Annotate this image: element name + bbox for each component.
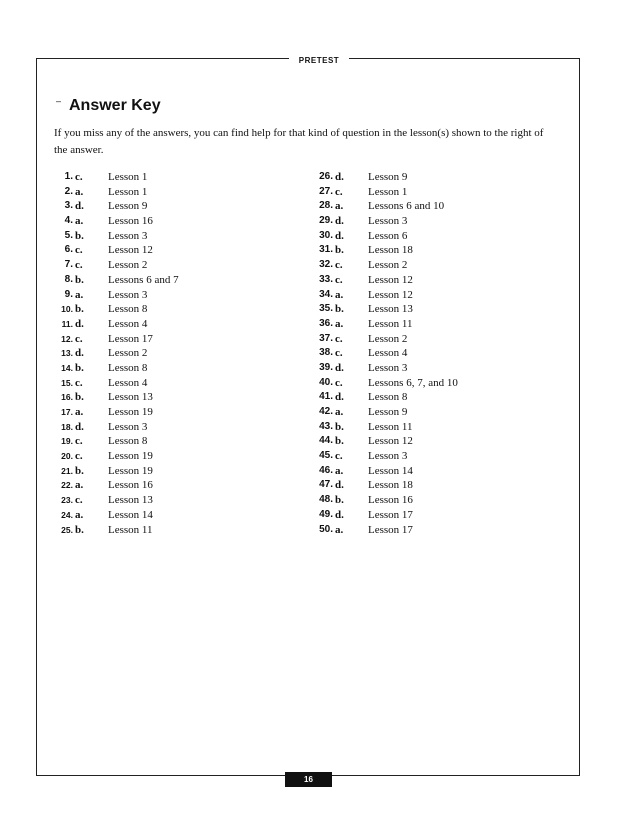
page-title: Answer Key <box>69 97 161 114</box>
lesson-reference: Lesson 17 <box>368 523 413 536</box>
lesson-reference: Lesson 1 <box>108 185 148 198</box>
lesson-reference: Lesson 4 <box>368 347 408 360</box>
lesson-reference: Lesson 2 <box>108 259 148 272</box>
answers-column-left <box>54 170 179 537</box>
lesson-reference: Lesson 2 <box>368 259 408 272</box>
question-number: 30. <box>319 229 333 241</box>
lesson-reference: Lesson 11 <box>368 317 413 330</box>
answer-letter: c. <box>75 450 83 463</box>
answer-row <box>312 229 458 244</box>
answers-column-right <box>312 170 458 537</box>
answer-letter: b. <box>75 273 84 286</box>
lesson-reference: Lesson 18 <box>368 479 413 492</box>
answer-row <box>312 302 458 317</box>
answer-row <box>312 317 458 332</box>
lesson-reference: Lesson 8 <box>368 391 408 404</box>
answer-row <box>54 508 179 523</box>
answer-row <box>312 346 458 361</box>
answer-letter: d. <box>335 171 344 183</box>
answer-row <box>54 302 179 317</box>
answer-letter: c. <box>75 435 83 448</box>
answer-letter: b. <box>75 523 84 536</box>
question-number: 8. <box>64 273 73 285</box>
question-number: 36. <box>319 317 333 329</box>
answer-row <box>312 273 458 288</box>
answer-row <box>312 361 458 376</box>
lesson-reference: Lesson 19 <box>108 464 153 477</box>
lesson-reference: Lesson 14 <box>368 464 413 477</box>
answer-letter: d. <box>335 479 344 492</box>
question-number: 23. <box>61 495 73 506</box>
question-number: 18. <box>61 421 73 432</box>
lesson-reference: Lessons 6, 7, and 10 <box>368 376 458 389</box>
answer-row <box>312 449 458 464</box>
answer-row <box>312 376 458 391</box>
question-number: 50. <box>319 523 333 535</box>
answer-letter: b. <box>75 303 84 316</box>
answer-row <box>54 390 179 405</box>
lesson-reference: Lesson 13 <box>368 303 413 316</box>
answer-letter: a. <box>335 288 344 301</box>
answer-row <box>312 185 458 200</box>
answer-row <box>54 258 179 273</box>
question-number: 13. <box>61 348 73 359</box>
question-number: 29. <box>319 215 333 227</box>
answer-row <box>312 464 458 479</box>
answer-letter: a. <box>335 523 344 536</box>
lesson-reference: Lesson 1 <box>368 185 408 198</box>
answer-letter: c. <box>335 259 343 272</box>
question-number: 21. <box>61 465 73 476</box>
answer-row <box>312 170 458 185</box>
answer-letter: a. <box>75 508 84 521</box>
question-number: 7. <box>64 259 73 271</box>
lesson-reference: Lesson 9 <box>368 406 408 418</box>
question-number: 9. <box>64 288 73 300</box>
question-number: 32. <box>319 259 333 271</box>
question-number: 10. <box>61 304 73 315</box>
answer-row <box>54 376 179 391</box>
answer-letter: c. <box>75 171 83 183</box>
question-number: 5. <box>64 229 73 241</box>
question-number: 28. <box>319 200 333 212</box>
question-number: 6. <box>64 244 73 256</box>
lesson-reference: Lesson 3 <box>108 420 148 433</box>
answer-row <box>312 434 458 449</box>
lesson-reference: Lesson 3 <box>108 288 148 301</box>
lesson-reference: Lesson 17 <box>108 332 153 345</box>
answer-row <box>54 478 179 493</box>
answer-letter: c. <box>75 332 83 345</box>
lesson-reference: Lesson 3 <box>108 229 148 242</box>
lesson-reference: Lesson 4 <box>108 376 148 389</box>
lesson-reference: Lesson 19 <box>108 450 153 463</box>
answer-row <box>54 170 179 185</box>
question-number: 47. <box>319 479 333 491</box>
lesson-reference: Lesson 8 <box>108 361 148 374</box>
question-number: 27. <box>319 185 333 197</box>
lesson-reference: Lesson 12 <box>368 288 413 301</box>
lesson-reference: Lesson 14 <box>108 508 153 521</box>
answer-letter: b. <box>75 229 84 242</box>
question-number: 33. <box>319 273 333 285</box>
question-number: 31. <box>319 244 333 256</box>
answer-letter: b. <box>75 464 84 477</box>
answer-letter: a. <box>75 406 84 418</box>
question-number: 17. <box>61 407 73 417</box>
question-number: 2. <box>64 185 73 197</box>
question-number: 41. <box>319 391 333 403</box>
question-number: 3. <box>64 200 73 212</box>
question-number: 35. <box>319 303 333 315</box>
question-number: 12. <box>61 333 73 344</box>
lesson-reference: Lesson 3 <box>368 450 408 463</box>
answer-letter: b. <box>335 303 344 316</box>
lesson-reference: Lesson 18 <box>368 244 413 257</box>
lesson-reference: Lesson 3 <box>368 361 408 374</box>
answer-row <box>312 405 458 420</box>
answer-row <box>54 464 179 479</box>
lesson-reference: Lesson 3 <box>368 215 408 228</box>
answer-letter: d. <box>335 215 344 228</box>
answer-row <box>54 493 179 508</box>
answer-letter: b. <box>335 435 344 448</box>
lesson-reference: Lessons 6 and 10 <box>368 200 445 213</box>
answer-letter: d. <box>335 229 344 242</box>
question-number: 38. <box>319 347 333 359</box>
answer-row <box>312 199 458 214</box>
answer-row <box>54 449 179 464</box>
answer-letter: c. <box>335 347 343 360</box>
lesson-reference: Lesson 2 <box>108 347 148 360</box>
answer-row <box>54 185 179 200</box>
lesson-reference: Lesson 17 <box>368 508 413 521</box>
lesson-reference: Lesson 4 <box>108 317 148 330</box>
question-number: 39. <box>319 361 333 373</box>
answer-letter: d. <box>335 361 344 374</box>
page-number: 16 <box>285 772 332 787</box>
answer-row <box>54 199 179 214</box>
answer-letter: c. <box>75 494 83 507</box>
answer-letter: d. <box>75 420 84 433</box>
question-number: 4. <box>64 215 73 227</box>
answer-letter: b. <box>335 420 344 433</box>
answer-row <box>54 420 179 435</box>
question-number: 43. <box>319 420 333 432</box>
question-number: 40. <box>319 376 333 388</box>
answer-letter: a. <box>75 288 84 301</box>
lesson-reference: Lesson 13 <box>108 391 153 404</box>
question-number: 25. <box>61 524 73 535</box>
answer-letter: b. <box>75 361 84 374</box>
lesson-reference: Lesson 19 <box>108 406 153 418</box>
question-number: 34. <box>319 288 333 300</box>
answer-row <box>54 346 179 361</box>
lesson-reference: Lesson 16 <box>108 479 153 492</box>
answer-letter: d. <box>335 508 344 521</box>
lesson-reference: Lesson 8 <box>108 303 148 316</box>
section-header <box>0 50 638 68</box>
title-mark: – <box>56 96 62 106</box>
intro-text: If you miss any of the answers, you can find help for that kind of question in the lesson(s) shown to the right of the answer. <box>54 127 544 156</box>
answer-row <box>312 508 458 523</box>
answer-row <box>54 405 179 420</box>
answer-row <box>54 434 179 449</box>
answer-letter: b. <box>335 494 344 507</box>
question-number: 46. <box>319 464 333 476</box>
answer-letter: a. <box>75 215 84 228</box>
answer-letter: a. <box>75 479 84 492</box>
lesson-reference: Lesson 8 <box>108 435 148 448</box>
answer-letter: b. <box>75 391 84 404</box>
question-number: 22. <box>61 480 73 491</box>
answer-letter: c. <box>335 376 343 389</box>
answer-row <box>54 273 179 288</box>
question-number: 1. <box>64 171 73 182</box>
question-number: 19. <box>61 436 73 447</box>
question-number: 26. <box>319 171 333 182</box>
answer-letter: c. <box>335 332 343 345</box>
question-number: 48. <box>319 494 333 506</box>
question-number: 11. <box>61 318 73 329</box>
answer-letter: d. <box>75 347 84 360</box>
question-number: 14. <box>61 362 73 373</box>
answer-row <box>54 288 179 303</box>
answer-letter: a. <box>75 185 84 198</box>
lesson-reference: Lessons 6 and 7 <box>108 273 179 286</box>
answer-letter: c. <box>75 244 83 257</box>
question-number: 37. <box>319 332 333 344</box>
answer-row <box>54 317 179 332</box>
lesson-reference: Lesson 12 <box>368 435 413 448</box>
lesson-reference: Lesson 11 <box>108 523 153 536</box>
question-number: 24. <box>61 509 73 520</box>
question-number: 15. <box>61 377 73 388</box>
answer-letter: a. <box>335 200 344 213</box>
answer-letter: d. <box>75 317 84 330</box>
answer-row <box>312 243 458 258</box>
question-number: 45. <box>319 450 333 462</box>
question-number: 42. <box>319 406 333 417</box>
answer-row <box>312 478 458 493</box>
lesson-reference: Lesson 16 <box>108 215 153 228</box>
section-label: PRETEST <box>289 56 349 65</box>
answer-row <box>54 229 179 244</box>
question-number: 16. <box>61 392 73 403</box>
answer-letter: c. <box>75 259 83 272</box>
lesson-reference: Lesson 9 <box>368 171 408 183</box>
answer-row <box>54 214 179 229</box>
answer-row <box>54 523 179 538</box>
answer-letter: c. <box>75 376 83 389</box>
answer-row <box>312 258 458 273</box>
answer-letter: d. <box>335 391 344 404</box>
lesson-reference: Lesson 6 <box>368 229 408 242</box>
answer-letter: b. <box>335 244 344 257</box>
answer-row <box>312 214 458 229</box>
answer-letter: c. <box>335 185 343 198</box>
lesson-reference: Lesson 11 <box>368 420 413 433</box>
answer-letter: a. <box>335 464 344 477</box>
answer-letter: c. <box>335 273 343 286</box>
answer-row <box>54 243 179 258</box>
lesson-reference: Lesson 9 <box>108 200 148 213</box>
lesson-reference: Lesson 1 <box>108 171 148 183</box>
answer-row <box>312 420 458 435</box>
answer-row <box>312 390 458 405</box>
answer-letter: a. <box>335 317 344 330</box>
answer-row <box>54 332 179 347</box>
question-number: 44. <box>319 435 333 447</box>
answer-row <box>312 288 458 303</box>
answer-letter: d. <box>75 200 84 213</box>
lesson-reference: Lesson 13 <box>108 494 153 507</box>
lesson-reference: Lesson 16 <box>368 494 413 507</box>
question-number: 49. <box>319 508 333 520</box>
answer-row <box>312 523 458 538</box>
lesson-reference: Lesson 12 <box>368 273 413 286</box>
question-number: 20. <box>61 451 73 462</box>
answer-row <box>312 332 458 347</box>
answer-row <box>54 361 179 376</box>
answer-letter: c. <box>335 450 343 463</box>
lesson-reference: Lesson 12 <box>108 244 153 257</box>
answer-row <box>312 493 458 508</box>
lesson-reference: Lesson 2 <box>368 332 408 345</box>
answer-letter: a. <box>335 406 344 418</box>
